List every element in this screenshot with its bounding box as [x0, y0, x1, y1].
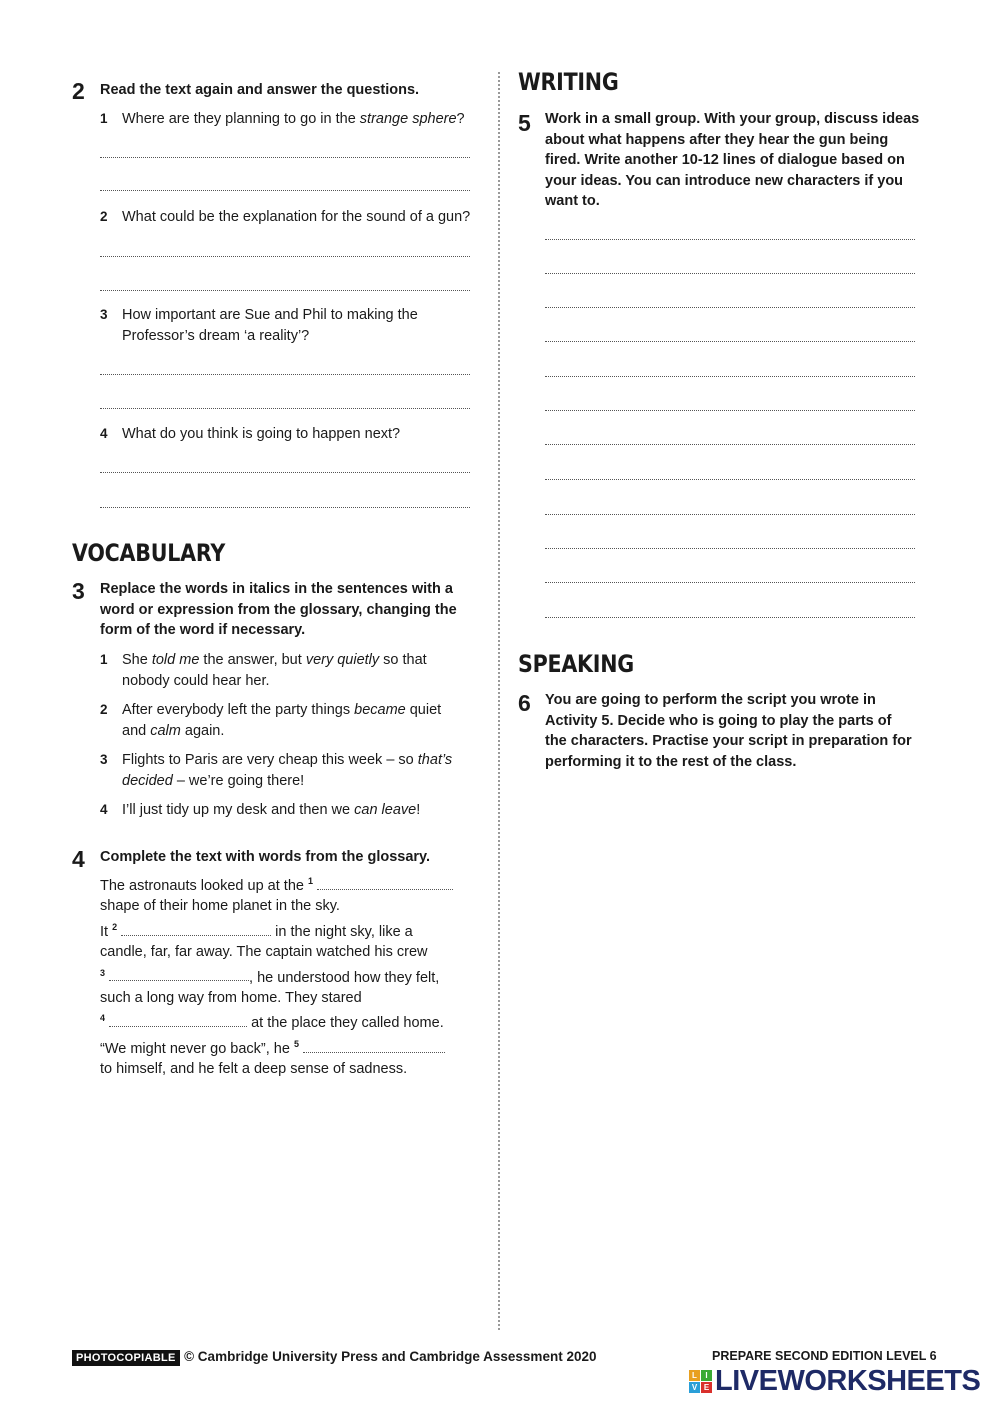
writing-line[interactable] [545, 410, 915, 411]
copyright-text: © Cambridge University Press and Cambridge Assessment 2020 [184, 1349, 597, 1364]
answer-line[interactable] [100, 290, 470, 291]
answer-line[interactable] [100, 157, 470, 158]
writing-line[interactable] [545, 239, 915, 240]
writing-line[interactable] [545, 582, 915, 583]
writing-line[interactable] [545, 273, 915, 274]
exercise-2-instruction: Read the text again and answer the questions. [100, 82, 420, 98]
writing-line[interactable] [545, 376, 915, 377]
exercise-3-item-3: 3 Flights to Paris are very cheap this week – so that’s decided – we’re going there! [100, 752, 453, 789]
speaking-heading: SPEAKING [518, 650, 634, 678]
exercise-2-question-1: 1 Where are they planning to go in the strange sphere? [100, 111, 465, 127]
exercise-3-item-4: 4 I’ll just tidy up my desk and then we can leave! [100, 802, 421, 818]
writing-line[interactable] [545, 341, 915, 342]
answer-line[interactable] [100, 472, 470, 473]
gap-5-input[interactable] [303, 1040, 445, 1053]
exercise-4-instruction: Complete the text with words from the glossary. [100, 849, 431, 865]
exercise-5-number: 5 [518, 110, 531, 136]
edition-label: PREPARE SECOND EDITION LEVEL 6 [712, 1349, 937, 1363]
writing-line[interactable] [545, 514, 915, 515]
writing-line[interactable] [545, 548, 915, 549]
exercise-6-number: 6 [518, 690, 531, 716]
writing-heading: WRITING [518, 68, 619, 96]
answer-line[interactable] [100, 190, 470, 191]
exercise-2-question-2: 2 What could be the explanation for the sound of a gun? [100, 209, 471, 225]
answer-line[interactable] [100, 374, 470, 375]
photocopiable-badge: PHOTOCOPIABLE [72, 1350, 180, 1366]
gap-4-input[interactable] [109, 1014, 247, 1027]
gap-1-input[interactable] [317, 877, 453, 890]
writing-line[interactable] [545, 479, 915, 480]
column-divider [498, 72, 500, 1330]
exercise-3-item-2: 2 After everybody left the party things became quiet and calm again. [100, 702, 442, 739]
exercise-5-instruction: Work in a small group. With your group, discuss ideas about what happens after they hear the gun being fired. Write another 10-12 lines of dialogue based on your ideas. You can introduce new characters if you want to. [545, 111, 920, 209]
exercise-6-instruction: You are going to perform the script you wrote in Activity 5. Decide who is going to play the parts of the characters. Practise your script in preparation for performing it to the rest of the class. [545, 692, 912, 770]
vocabulary-heading: VOCABULARY [72, 539, 226, 567]
answer-line[interactable] [100, 408, 470, 409]
exercise-3-item-1: 1 She told me the answer, but very quietly so that nobody could hear her. [100, 652, 427, 689]
exercise-4-number: 4 [72, 846, 85, 872]
writing-line[interactable] [545, 307, 915, 308]
writing-line[interactable] [545, 444, 915, 445]
exercise-3-number: 3 [72, 578, 85, 604]
exercise-3-instruction: Replace the words in italics in the sentences with a word or expression from the glossary, changing the form of the word if necessary. [100, 581, 457, 638]
exercise-4-text: The astronauts looked up at the $^1$ shape of their home planet in the sky. It $^2$ in the night sky, like a candle, far, far away. The captain watched his crew $^3$ , he understood how they felt, such a long way from home. They stared $^4$ at the place they called home. “We might never go back”, he $^5$ to himself, and he felt a deep sense of sadness. [100, 871, 480, 1080]
writing-line[interactable] [545, 617, 915, 618]
exercise-2-number: 2 [72, 78, 85, 104]
logo-icon: L I V E [689, 1370, 712, 1393]
gap-3-input[interactable] [109, 968, 249, 981]
logo-text: LIVEWORKSHEETS [715, 1365, 981, 1397]
exercise-2-question-3: 3 How important are Sue and Phil to making the Professor’s dream ‘a reality’? [100, 307, 418, 344]
liveworksheets-logo [689, 1365, 980, 1398]
exercise-2-question-4: 4 What do you think is going to happen next? [100, 426, 401, 442]
gap-2-input[interactable] [121, 923, 271, 936]
footer-left [72, 1348, 596, 1366]
answer-line[interactable] [100, 507, 470, 508]
answer-line[interactable] [100, 256, 470, 257]
